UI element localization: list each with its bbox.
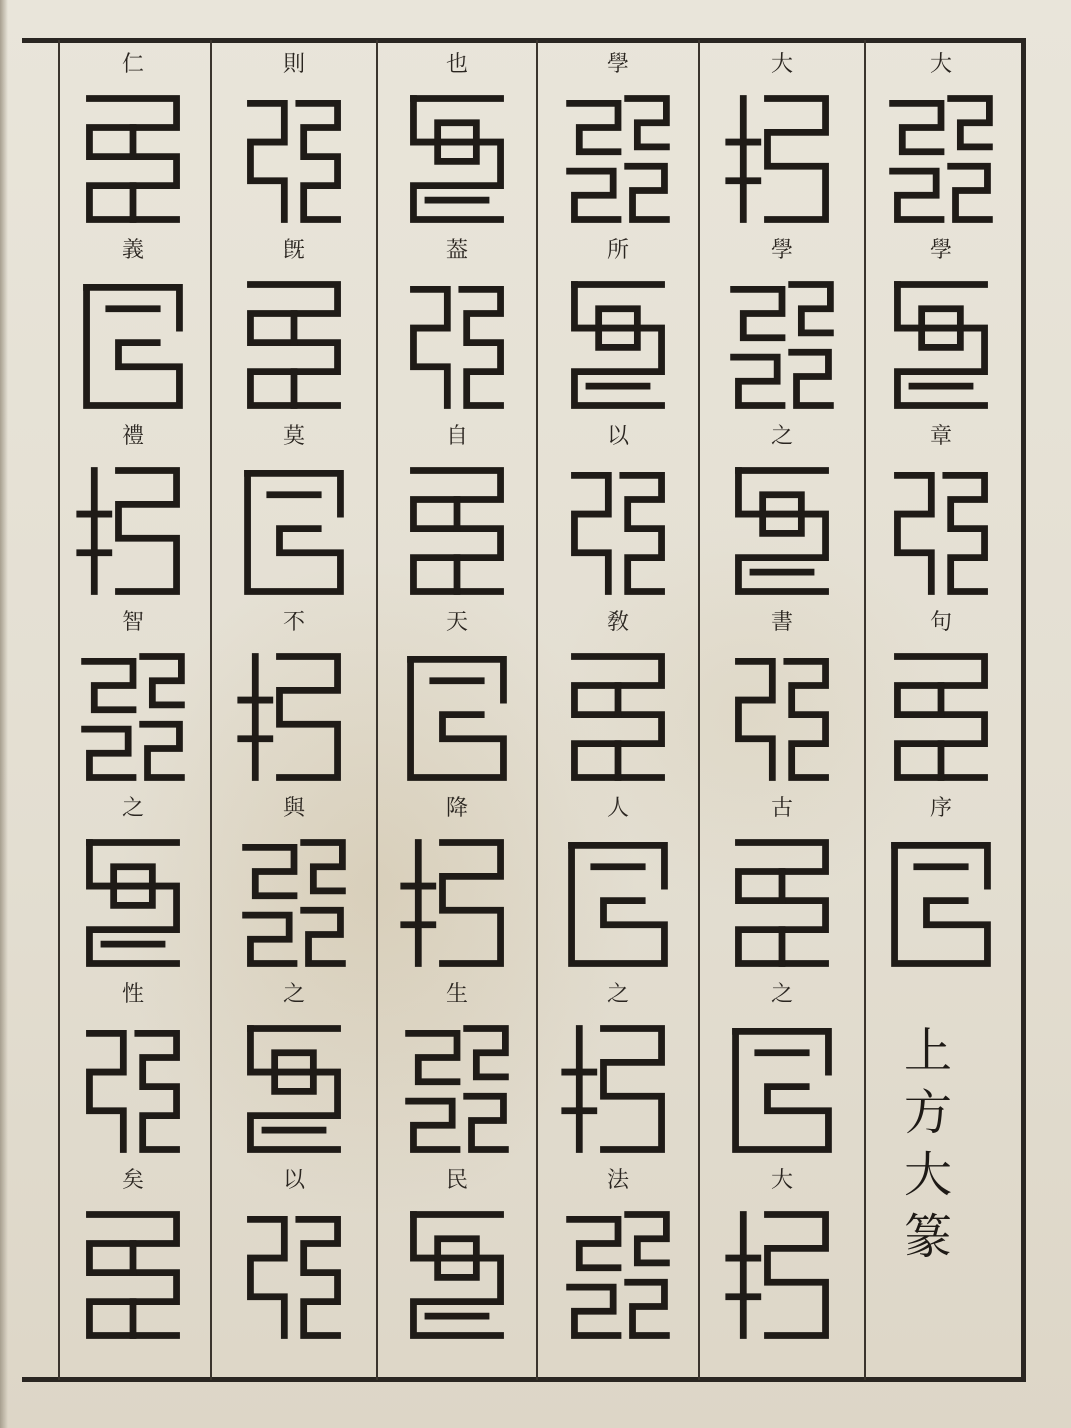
character-cell bbox=[538, 424, 698, 614]
seal-glyph bbox=[398, 270, 516, 420]
gloss-text: 學 bbox=[929, 238, 953, 263]
seal-glyph bbox=[74, 84, 192, 234]
character-cell bbox=[212, 610, 376, 800]
seal-glyph bbox=[882, 456, 1000, 606]
character-cell bbox=[538, 52, 698, 242]
character-cell bbox=[56, 52, 210, 242]
gloss-text: 句 bbox=[929, 610, 953, 635]
character-cell bbox=[866, 238, 1016, 428]
character-cell bbox=[700, 52, 864, 242]
character-cell bbox=[700, 1168, 864, 1358]
seal-glyph bbox=[235, 1200, 353, 1350]
column-3 bbox=[538, 52, 698, 1372]
column-6 bbox=[56, 52, 210, 1372]
gloss-text: 與 bbox=[282, 796, 306, 821]
gloss-text: 旣 bbox=[282, 238, 306, 263]
character-cell bbox=[538, 1168, 698, 1358]
character-cell bbox=[538, 610, 698, 800]
gloss-text: 義 bbox=[121, 238, 145, 263]
column-5 bbox=[212, 52, 376, 1372]
seal-glyph bbox=[398, 84, 516, 234]
seal-glyph bbox=[559, 84, 677, 234]
seal-glyph bbox=[398, 1014, 516, 1164]
seal-glyph bbox=[74, 270, 192, 420]
gloss-text: 之 bbox=[606, 982, 630, 1007]
seal-glyph bbox=[398, 1200, 516, 1350]
character-cell bbox=[212, 52, 376, 242]
character-cell bbox=[378, 1168, 536, 1358]
gloss-text: 之 bbox=[770, 424, 794, 449]
character-cell bbox=[378, 982, 536, 1172]
seal-glyph bbox=[235, 456, 353, 606]
gloss-text: 以 bbox=[606, 424, 630, 449]
seal-glyph bbox=[723, 828, 841, 978]
seal-glyph bbox=[882, 828, 1000, 978]
seal-glyph bbox=[559, 1200, 677, 1350]
side-title-char: 方 bbox=[903, 1085, 952, 1141]
gloss-text: 法 bbox=[606, 1168, 630, 1193]
seal-glyph bbox=[723, 642, 841, 792]
character-cell bbox=[866, 52, 1016, 242]
seal-glyph bbox=[74, 1200, 192, 1350]
character-cell bbox=[212, 982, 376, 1172]
character-cell bbox=[538, 982, 698, 1172]
gloss-text: 也 bbox=[445, 52, 469, 77]
character-cell bbox=[700, 610, 864, 800]
gloss-text: 莫 bbox=[282, 424, 306, 449]
seal-glyph bbox=[398, 642, 516, 792]
page-edge-shadow bbox=[0, 0, 8, 1428]
character-cell bbox=[378, 424, 536, 614]
gloss-text: 生 bbox=[445, 982, 469, 1007]
gloss-text: 序 bbox=[929, 796, 953, 821]
gloss-text: 章 bbox=[929, 424, 953, 449]
gloss-text: 人 bbox=[606, 796, 630, 821]
gloss-text: 大 bbox=[770, 1168, 794, 1193]
seal-glyph bbox=[235, 642, 353, 792]
character-cell bbox=[56, 424, 210, 614]
seal-glyph bbox=[559, 270, 677, 420]
seal-glyph bbox=[723, 1200, 841, 1350]
character-cell bbox=[700, 796, 864, 986]
gloss-text: 降 bbox=[445, 796, 469, 821]
character-cell bbox=[56, 1168, 210, 1358]
seal-glyph bbox=[559, 456, 677, 606]
gloss-text: 禮 bbox=[121, 424, 145, 449]
character-cell bbox=[56, 238, 210, 428]
seal-glyph bbox=[74, 1014, 192, 1164]
seal-glyph bbox=[74, 456, 192, 606]
side-title-char: 上 bbox=[903, 1023, 952, 1079]
gloss-text: 天 bbox=[445, 610, 469, 635]
character-cell bbox=[212, 1168, 376, 1358]
gloss-text: 仁 bbox=[121, 52, 145, 77]
seal-glyph bbox=[882, 642, 1000, 792]
gloss-text: 不 bbox=[282, 610, 306, 635]
character-cell bbox=[538, 238, 698, 428]
gloss-text: 學 bbox=[770, 238, 794, 263]
gloss-text: 之 bbox=[770, 982, 794, 1007]
gloss-text: 葢 bbox=[445, 238, 469, 263]
gloss-text: 古 bbox=[770, 796, 794, 821]
gloss-text: 性 bbox=[121, 982, 145, 1007]
character-cell bbox=[212, 796, 376, 986]
seal-glyph bbox=[398, 456, 516, 606]
seal-glyph bbox=[882, 270, 1000, 420]
character-cell bbox=[700, 424, 864, 614]
gloss-text: 之 bbox=[121, 796, 145, 821]
gloss-text: 則 bbox=[282, 52, 306, 77]
seal-glyph bbox=[723, 456, 841, 606]
side-title bbox=[900, 1020, 956, 1268]
seal-glyph bbox=[559, 642, 677, 792]
character-cell bbox=[700, 982, 864, 1172]
gloss-text: 以 bbox=[282, 1168, 306, 1193]
character-cell bbox=[378, 796, 536, 986]
seal-glyph bbox=[74, 642, 192, 792]
gloss-text: 書 bbox=[770, 610, 794, 635]
character-cell bbox=[56, 982, 210, 1172]
seal-glyph bbox=[559, 828, 677, 978]
seal-glyph bbox=[723, 84, 841, 234]
seal-glyph bbox=[559, 1014, 677, 1164]
character-cell bbox=[700, 238, 864, 428]
side-title-char: 大 bbox=[903, 1147, 952, 1203]
character-cell bbox=[212, 424, 376, 614]
gloss-text: 矣 bbox=[121, 1168, 145, 1193]
gloss-text: 大 bbox=[929, 52, 953, 77]
gloss-text: 敎 bbox=[606, 610, 630, 635]
character-cell bbox=[212, 238, 376, 428]
gloss-text: 所 bbox=[606, 238, 630, 263]
column-4 bbox=[378, 52, 536, 1372]
seal-glyph bbox=[723, 1014, 841, 1164]
character-cell bbox=[866, 424, 1016, 614]
character-cell bbox=[378, 610, 536, 800]
seal-glyph bbox=[235, 84, 353, 234]
seal-glyph bbox=[235, 1014, 353, 1164]
gloss-text: 智 bbox=[121, 610, 145, 635]
character-cell bbox=[56, 796, 210, 986]
side-title-char: 篆 bbox=[903, 1209, 952, 1265]
gloss-text: 之 bbox=[282, 982, 306, 1007]
gloss-text: 民 bbox=[445, 1168, 469, 1193]
character-cell bbox=[378, 238, 536, 428]
seal-glyph bbox=[398, 828, 516, 978]
seal-glyph bbox=[74, 828, 192, 978]
gloss-text: 大 bbox=[770, 52, 794, 77]
seal-glyph bbox=[235, 270, 353, 420]
character-cell bbox=[866, 610, 1016, 800]
gloss-text: 學 bbox=[606, 52, 630, 77]
seal-glyph bbox=[882, 84, 1000, 234]
character-cell bbox=[56, 610, 210, 800]
character-cell bbox=[378, 52, 536, 242]
gloss-text: 自 bbox=[445, 424, 469, 449]
column-2 bbox=[700, 52, 864, 1372]
seal-glyph bbox=[235, 828, 353, 978]
seal-glyph bbox=[723, 270, 841, 420]
character-cell bbox=[866, 796, 1016, 986]
character-cell bbox=[538, 796, 698, 986]
